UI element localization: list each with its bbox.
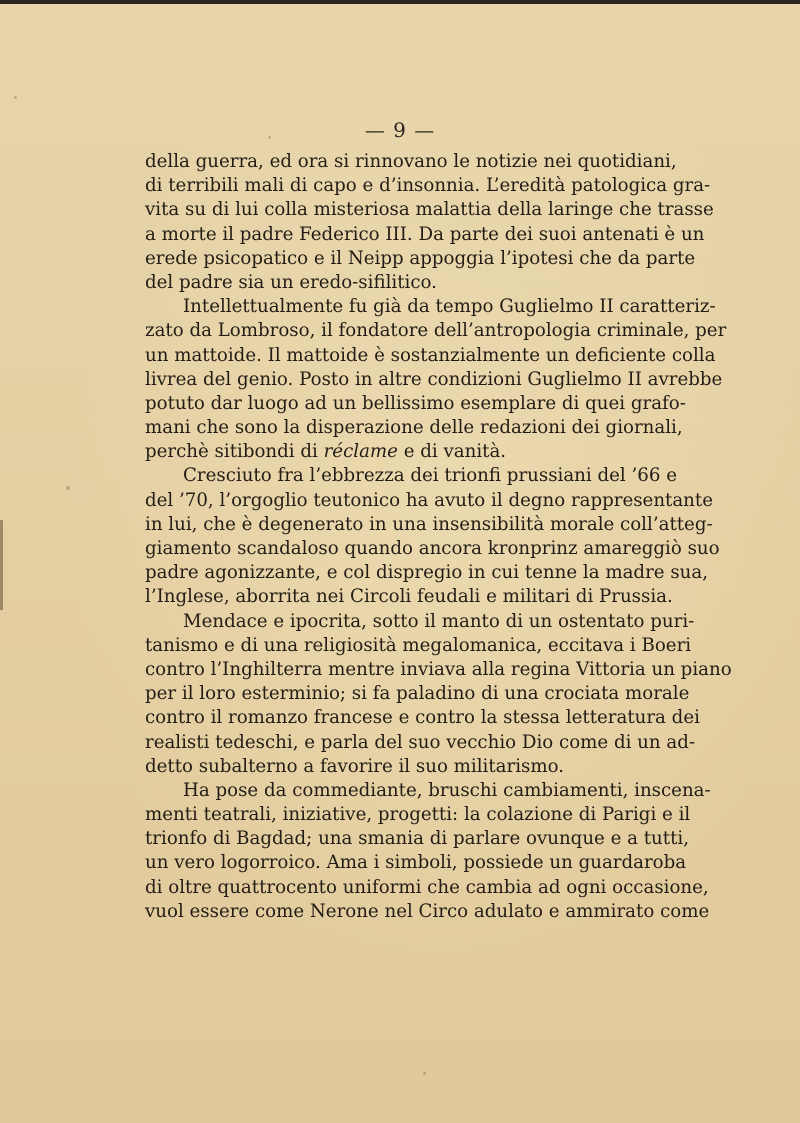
text-line: a morte il padre Federico III. Da parte dei suoi antenati è un	[145, 223, 705, 245]
text-line: del ’70, l’orgoglio teutonico ha avuto il degno rappresentante	[145, 489, 713, 511]
paper-speck	[423, 1072, 426, 1075]
text-line: giamento scandaloso quando ancora kronprinz amareggiò suo	[145, 538, 720, 559]
text-line: contro l’Inghilterra mentre inviava alla regina Vittoria un piano	[145, 658, 732, 680]
text-line: contro il romanzo francese e contro la stessa letteratura dei	[145, 707, 700, 729]
italic-word: réclame	[323, 441, 398, 463]
text-line: trionfo di Bagdad; una smania di parlare ovunque e a tutti,	[145, 828, 689, 850]
text-line: per il loro esterminio; si fa paladino di una crociata morale	[145, 683, 690, 705]
paper-speck	[66, 486, 70, 490]
text-line: Mendace e ipocrita, sotto il manto di un ostentato puri-	[183, 610, 695, 632]
text-line: potuto dar luogo ad un bellissimo esemplare di quei grafo-	[145, 392, 686, 414]
text-line: livrea del genio. Posto in altre condizioni Guglielmo II avrebbe	[145, 368, 723, 390]
page-left-edge-shadow	[0, 520, 3, 610]
text-line: Ha pose da commediante, bruschi cambiamenti, inscena-	[183, 779, 711, 801]
text-line: vita su di lui colla misteriosa malattia della laringe che trasse	[145, 199, 714, 221]
text-line: in lui, che è degenerato in una insensibilità morale coll’atteg-	[145, 513, 713, 535]
text-line: della guerra, ed ora si rinnovano le notizie nei quotidiani,	[145, 151, 677, 172]
text-line: Intellettualmente fu già da tempo Guglielmo II caratteriz-	[183, 296, 716, 318]
text-line: detto subalterno a favorire il suo militarismo.	[145, 755, 565, 777]
text-line: zato da Lombroso, il fondatore dell’antropologia criminale, per	[145, 320, 727, 342]
page-top-edge	[0, 0, 800, 4]
text-line: un mattoide. Il mattoide è sostanzialmente un deficiente colla	[145, 344, 716, 366]
text-line: un vero logorroico. Ama i simboli, possiede un guardaroba	[145, 852, 687, 874]
paper-speck	[14, 96, 17, 99]
body-text	[145, 150, 732, 924]
text-line: realisti tedeschi, e parla del suo vecchio Dio come di un ad-	[145, 731, 696, 753]
text-line: erede psicopatico e il Neipp appoggia l’ipotesi che da parte	[145, 247, 696, 269]
text-line: vuol essere come Nerone nel Circo adulato e ammirato come	[145, 900, 710, 922]
text-line: padre agonizzante, e col dispregio in cui tenne la madre sua,	[145, 562, 708, 584]
page-number: — 9 —	[364, 118, 436, 142]
text-line: tanismo e di una religiosità megalomanica, eccitava i Boeri	[145, 634, 692, 656]
text-line: perchè sitibondi di réclame e di vanità.	[145, 441, 507, 463]
text-line: di oltre quattrocento uniformi che cambia ad ogni occasione,	[145, 876, 709, 898]
text-line: l’Inglese, aborrita nei Circoli feudali e militari di Prussia.	[145, 586, 673, 608]
text-line: Cresciuto fra l’ebbrezza dei trionfi prussiani del ’66 e	[183, 465, 677, 487]
text-line: mani che sono la disperazione delle redazioni dei giornali,	[145, 417, 683, 439]
text-line: menti teatrali, iniziative, progetti: la colazione di Parigi e il	[145, 804, 691, 826]
text-line: del padre sia un eredo-sifilitico.	[145, 271, 437, 293]
text-line: di terribili mali di capo e d’insonnia. L’eredità patologica gra-	[145, 175, 711, 197]
